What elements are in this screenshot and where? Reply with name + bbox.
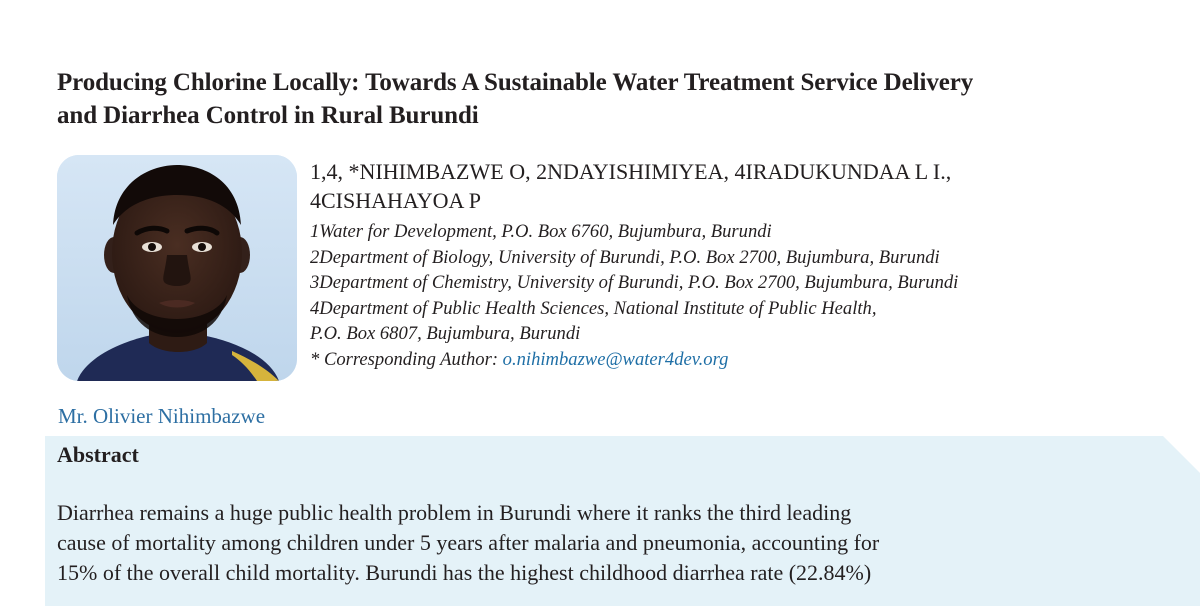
paper-title (57, 66, 1177, 132)
affiliation-4: 4Department of Public Health Sciences, National Institute of Public Health, (310, 297, 877, 319)
author-list-line-1: 1,4, *NIHIMBAZWE O, 2NDAYISHIMIYEA, 4IRADUKUNDAA L I., (310, 159, 952, 184)
abstract-line-3: 15% of the overall child mortality. Burundi has the highest childhood diarrhea rate (22.84%) (57, 560, 872, 585)
abstract-body (57, 498, 879, 588)
paper-title-line-2: and Diarrhea Control in Rural Burundi (57, 102, 479, 129)
author-list-line-2: 4CISHAHAYOA P (310, 188, 481, 213)
corresponding-author-label: * Corresponding Author: (310, 348, 503, 370)
abstract-line-1: Diarrhea remains a huge public health problem in Burundi where it ranks the third leading (57, 500, 852, 525)
affiliations-block (310, 219, 958, 372)
corresponding-author (310, 347, 958, 373)
author-list (310, 157, 951, 215)
affiliation-2: 2Department of Biology, University of Burundi, P.O. Box 2700, Bujumbura, Burundi (310, 246, 940, 268)
affiliation-4-continued: P.O. Box 6807, Bujumbura, Burundi (310, 323, 581, 344)
author-photo-caption: Mr. Olivier Nihimbazwe (58, 404, 266, 428)
corresponding-author-email-link[interactable]: o.nihimbazwe@water4dev.org (502, 348, 729, 370)
abstract-line-2: cause of mortality among children under 5 years after malaria and pneumonia, accounting for (57, 530, 880, 555)
paper-title-line-1: Producing Chlorine Locally: Towards A Sustainable Water Treatment Service Delivery (57, 69, 974, 96)
author-portrait-image (57, 155, 297, 381)
affiliation-1: 1Water for Development, P.O. Box 6760, Bujumbura, Burundi (310, 221, 772, 242)
affiliation-3: 3Department of Chemistry, University of Burundi, P.O. Box 2700, Bujumbura, Burundi (310, 272, 959, 293)
author-photo (57, 155, 297, 381)
abstract-heading: Abstract (57, 442, 139, 467)
